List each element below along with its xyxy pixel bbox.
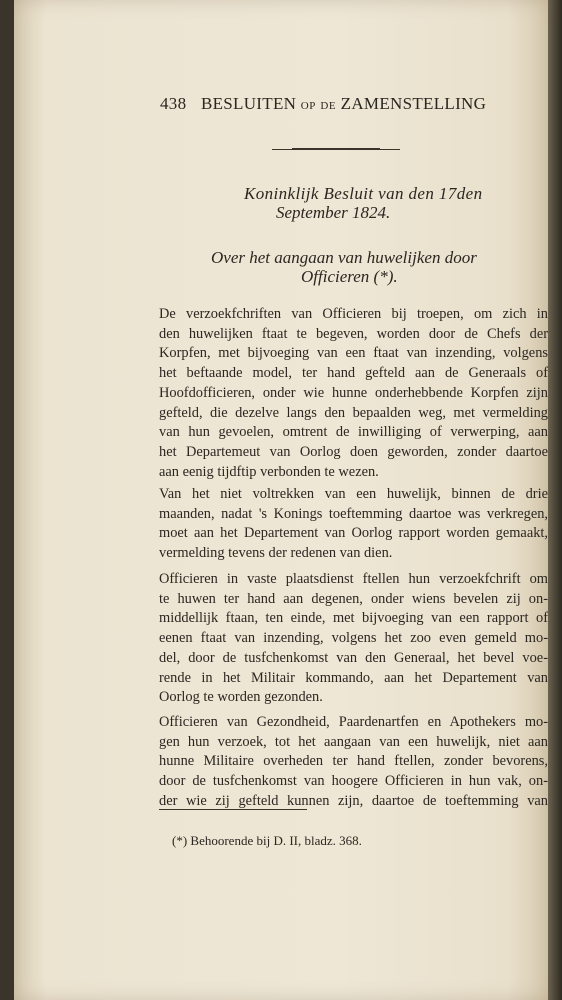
header-title-part: OP <box>300 100 316 112</box>
page-number: 438 <box>160 94 187 113</box>
text-line: van hun gevoelen, omtrent de inwilliging of verwerping, aan <box>159 424 548 441</box>
text-line: De verzoekfchriften van Officieren bij troepen, om zich in <box>159 306 548 322</box>
text-line: aan eenig tijdftip verbonden te wezen. <box>159 463 379 480</box>
header-title-part: ZAMENSTELLING <box>340 94 487 113</box>
text-line: der wie zij gefteld kunnen zijn, daartoe de toeftemming van <box>159 792 548 809</box>
running-header <box>160 94 500 114</box>
text-line: Van het niet voltrekken van een huwelijk, binnen de drie <box>159 486 548 502</box>
ornamental-rule <box>292 148 380 150</box>
book-gutter <box>548 0 562 1000</box>
text-line: vermelding tevens der redenen van dien. <box>159 545 393 562</box>
text-line: het Departemeut van Oorlog doen geworden, zonder daartoe <box>159 443 548 460</box>
text-line: middellijk ftaan, ten einde, met bijvoeging van een rapport of <box>159 610 548 627</box>
footnote: (*) Behoorende bij D. II, bladz. 368. <box>172 833 362 848</box>
text-line: Hoofdofficieren, onder wie hunne onderhebbende Korpfen zijn <box>159 384 548 401</box>
paragraph <box>159 305 548 482</box>
decree-title-line: Koninklijk Besluit van den 17den <box>244 184 483 203</box>
text-line: door de tusfchenkomst van hoogere Officieren in hun vak, on- <box>159 773 548 790</box>
subject-heading-line: Over het aangaan van huwelijken door <box>211 248 477 267</box>
text-line: Officieren in vaste plaatsdienst ftellen hun verzoekfchrift om <box>159 571 548 587</box>
text-line: hunne Militaire overheden ter hand ftellen, zonder bevorens, <box>159 753 548 770</box>
text-line: del, door de tusfchenkomst van den Generaal, het bevel voe- <box>159 649 548 666</box>
text-line: het beftaande model, ter hand gefteld aan de Generaals of <box>159 365 548 382</box>
paragraph <box>159 570 548 708</box>
text-line: Korpfen, met bijvoeging van een ftaat van inzending, volgens <box>159 345 548 362</box>
header-title-part: DE <box>320 100 337 112</box>
text-line: te huwen ter hand aan degenen, onder wiens bevelen zij on- <box>159 590 548 607</box>
text-line: den huwelijken ftaat te begeven, worden door de Chefs der <box>159 325 548 342</box>
subject-heading-line: Officieren (*). <box>301 267 398 286</box>
paragraph <box>159 485 548 564</box>
text-line: gen hun verzoek, tot het aangaan van een huwelijk, niet aan <box>159 733 548 750</box>
decree-title-line: September 1824. <box>276 203 391 222</box>
text-line: Officieren van Gezondheid, Paardenartfen en Apothekers mo- <box>159 714 548 730</box>
header-title-part: BESLUITEN <box>200 94 297 113</box>
book-page <box>14 0 550 1000</box>
text-line: Oorlog te worden gezonden. <box>159 689 323 706</box>
text-line: rende in het Militair kommando, aan het Departement van <box>159 669 548 686</box>
paragraph <box>159 713 548 812</box>
text-line: maanden, nadat 's Konings toeftemming daartoe was verkregen, <box>159 505 548 522</box>
text-line: moet aan het Departement van Oorlog rapport worden gemaakt, <box>159 525 548 542</box>
footnote-divider <box>159 809 307 810</box>
text-line: eenen ftaat van inzending, volgens het zoo even gemeld mo- <box>159 630 548 647</box>
text-line: gefteld, die dezelve langs den bepaalden weg, met vermelding <box>159 404 548 421</box>
